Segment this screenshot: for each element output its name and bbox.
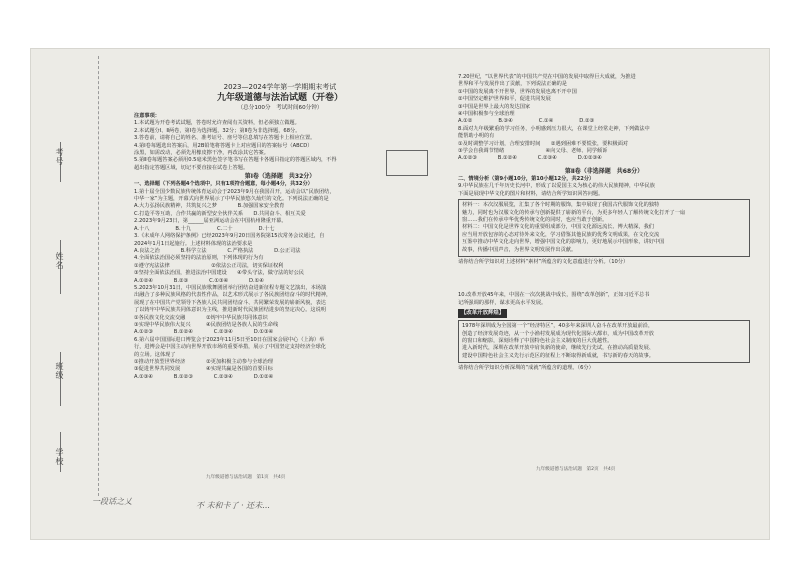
question-line: 了以铸牢中华民族共同体意识为主线，推进新时代民族团结进步的坚定决心。这说明	[134, 307, 326, 314]
material-line: 1978年深圳成为全国第一个“经济特区”，40多年来深圳人奋斗在改革开放最前沿，	[462, 323, 654, 330]
answer-space	[458, 266, 750, 292]
question-line: 下面是展现中华文化的图片和材料，请结合所学知识回答问题。	[458, 190, 604, 197]
question-line: ②中国坚定维护世界和平，促进共同发展	[458, 96, 551, 103]
instruction-line: 超出指定答题区域，切记不要直接在试卷上答题。	[134, 164, 249, 171]
question-line: A.①② B.③④ C.①④ D.②③	[458, 118, 595, 125]
question-line: A.良法之治 B.科学立法 C.严格执法 D.公正司法	[134, 247, 301, 254]
xuexiao-label: 学校	[55, 448, 64, 466]
material-heading: 【改革开放辉煌】	[458, 309, 507, 318]
question-line: A.大力弘扬民族精神，共筑复兴之梦 B.加强国家安全教育	[134, 203, 285, 210]
question-line: ③中国是世界上最大的发达国家	[458, 103, 531, 110]
instruction-line: 涂黑，如需改动，必须先用橡皮擦干净，再改涂其它答案。	[134, 150, 269, 157]
xingming-label: 姓名	[55, 252, 64, 270]
question-line: 9.中华民族在几千年历史长河中，形成了以爱国主义为核心的伟大民族精神，中华民族	[458, 183, 655, 190]
question-line: 记所强调的那样，谋求更高水平发展。	[458, 299, 547, 306]
section1-title: 一、选择题（下列各题4个选项中，只有1项符合题意，每小题4分，共32分）	[134, 181, 313, 188]
instruction-line: 4.第Ⅰ卷每题选出答案后，用2B铅笔将答题卡上对应题目的答案标号（ABCD）	[134, 142, 313, 149]
choice-questions	[134, 189, 426, 382]
question-line: C.打造平等互助，合作共赢的新型安全伙伴关系 D.共同奋斗、相互关爱	[134, 210, 306, 217]
material-line: 魅力，同时也为汉服文化的传承与创新提供了崭新的平台，为更多年轻人了解传统文化打开了一扇	[462, 209, 686, 216]
instruction-line: 注意事项：	[134, 113, 160, 119]
binding-strip	[40, 56, 99, 496]
instruction-line: 2.本试题分Ⅰ、Ⅱ两卷，第Ⅰ卷为选择题，32分；第Ⅱ卷为非选择题，68分。	[134, 127, 301, 134]
question-line: 3.《未成年人网络保护条例》已经2023年9月20日国务院第15次常务会议通过，自	[134, 233, 325, 240]
handwriting-left: 一段话之乂	[92, 497, 132, 506]
question-line: ③学会自我调节情绪 ④向父母、老师、同学倾诉	[458, 148, 608, 155]
banji-label: 班级	[55, 362, 64, 380]
question-line: ③实现中华民族伟大复兴 ④民族团结是各族人民的生命线	[134, 321, 279, 328]
question-line: ①及时调整学习计划，合理安排时间 ②遇到困难不要慌张，要积极面对	[458, 140, 629, 147]
question-line: 8.面对九年级繁重的学习任务，小明感到压力很大，在课堂上经常走神，下列做法中	[458, 125, 650, 132]
question-line: 1.第十届全国少数民族传统体育运动会于2023年9月在我国召开，运动会以“民族团结，	[134, 188, 335, 195]
question-line: 6.第六届中国国际进口博览会于2023年11月5日至10日在国家会展中心（上海）举	[134, 336, 325, 343]
page-right	[458, 74, 750, 464]
question-line: A.十八 B.十九 C.二十 D.十七	[134, 225, 275, 232]
instruction-line: 5.第Ⅱ卷每题答案必须用0.5毫米黑色签字笔书写在答题卡各题目指定的答题区域内，不得	[134, 157, 337, 164]
question-line: 2024年1月1日起施行。上述材料体现的法治要求是	[134, 240, 253, 247]
section2-title: 二、情境分析（第9小题10分，第10小题12分，共22分）	[458, 175, 595, 182]
reform-material-box	[458, 320, 750, 363]
exam-title: 九年级道德与法治试题（开卷）	[216, 93, 343, 103]
footer-left: 九年级道德与法治试题 第1页 共4页	[206, 475, 286, 480]
question-line: A.①②④ B.②③ C.①③④ D.①④	[134, 277, 264, 284]
handwriting-right: 不 未和卡了 · 还未...	[196, 501, 270, 510]
question-line: 能帮助小明的有	[458, 133, 495, 140]
question-line: 2.2023年9月23日，第______届亚洲运动会在中国杭州隆重开幕。	[134, 218, 287, 225]
footer-right: 九年级道德与法治试题 第2页 共4页	[536, 467, 616, 472]
question-line: ①各民族文化交流交融 ②铸牢中华民族共同体意识	[134, 314, 268, 321]
question-line: 世界和平与发展作出了贡献，下列说法正确的是	[458, 81, 567, 88]
question-ask: 请你结合所学知识对上述材料“素材”所蕴含的文化意蕴进行分析。（10分）	[458, 258, 629, 265]
question-line: A.①②③ B.①②④ C.②③④ D.①③④	[134, 329, 274, 336]
kaohao-label: 考号	[55, 148, 64, 166]
question-line: 展现了在中国共产党领导下各族人民共同团结奋斗、共同繁荣发展的崭新风貌，表达	[134, 299, 326, 306]
question-line: 10.改革开放45年来，中国在一次次挑战中成长，围绕“改革创新”，正如习近平总书	[458, 292, 650, 299]
question-ask: 请你结合所学知识分析深圳的“成就”所蕴含的道理。（6分）	[458, 365, 594, 372]
question-line: 中华一家”为主题，开幕式向世界展示了中华民族悠久灿烂的文化。下列说法正确的是	[134, 196, 329, 203]
question-line: 7.20世纪，“以世界代表”的中国共产党在中国的发展中取得巨大成就，为推进	[458, 74, 636, 80]
question-line: ③坚持全面依法治国，推进法治中国建设 ④带头守法，做守法的好公民	[134, 270, 305, 277]
question-line: 4.全面依法治国必须坚持的法治原则，下列体现的行为有	[134, 255, 264, 262]
part2-title: 第Ⅱ卷（非选择题 共68分）	[564, 167, 644, 175]
question-line: 行，进博会是中国主动向世界开放市场的重要举措，展示了中国坚定支持经济全球化	[134, 344, 326, 351]
question-line: 出融合了多种民族风格的代表性作品，以艺术形式展示了各民族团结奋斗的时代精神，	[134, 292, 332, 299]
material-line: 应当用开放包容的心态对待外来文化，学习借鉴其他民族的优秀文明成果，在文化交流	[462, 231, 660, 238]
question-line: A.①②③ B.①②④ C.②③④ D.①②③④	[458, 155, 602, 162]
material-line: 窗……我们在传承中华优秀传统文化的同时，也应当敢于创新。	[462, 216, 608, 223]
score-box	[386, 150, 428, 176]
material-line: 材料二：中国文化是世界文化的重要组成部分，中国文化源远流长、博大精深，我们	[462, 224, 654, 231]
material-line: 的窗口和缩影，深刻诠释了中国特色社会主义制度的巨大优越性。	[462, 337, 613, 344]
page-left	[134, 82, 426, 472]
exam-term: 2023—2024学年第一学期期末考试	[223, 83, 337, 91]
question-line: ④中国积极参与全球治理	[458, 111, 515, 118]
material-line: 互鉴中推动中华文化走向世界，增强中国文化的影响力，更好地展示中国形象，讲好中国	[462, 239, 665, 246]
material-box	[458, 199, 750, 257]
question-line: ①遵守宪法法律 ②依法公正司法，切实保证权利	[134, 262, 284, 269]
material-line: 故事，传播中国声音，为世界文明发展作出贡献。	[462, 246, 577, 253]
question-line: ①推动开放型世界经济 ②更加积极主动参与全球治理	[134, 359, 273, 365]
material-line: 建设中国特色社会主义先行示范区的征程上不断取得新成就，书写新的春天的故事。	[462, 352, 654, 359]
part1-title: 第Ⅰ卷（选择题 共32分）	[244, 173, 316, 181]
question-line: 5.2023年10月31日，中国民族歌舞剧团举行团结奋进新征程专题文艺演出，本场演	[134, 284, 327, 291]
question-line: ①中国的发展离不开世界，世界的发展也离不开中国	[458, 88, 577, 95]
instruction-line: 1.本试题为开卷考试试题，答卷时允许查阅有关资料，但必须独立做题。	[134, 120, 300, 127]
material-line: 材料一：本次汉服展览，汇集了各个时期的服饰，集中展现了我国古代服饰文化的独特	[462, 202, 660, 209]
question-line: 的立场。这体现了	[134, 351, 176, 358]
material-line: 创造了经济发展奇迹，从一个小渔村发展成为现代化国际大都市，成为中国改革开放	[462, 330, 654, 337]
question-line: ③促进世界共同发展 ④实现共赢是各国的首要目标	[134, 366, 273, 373]
question-line: A.①③④ B.①②③ C.②③④ D.①②④	[134, 373, 274, 380]
exam-meta: （总分100分 考试时间60分钟）	[237, 105, 323, 111]
instructions	[134, 113, 426, 172]
material-line: 进入新时代，深圳在改革开放中肩负新的使命，继续先行先试，在推动高质量发展、	[462, 345, 654, 352]
instruction-line: 3.答卷前，请将自己的姓名、准考证号、座号等信息填写在答题卡上相应位置。	[134, 135, 316, 142]
right-choice-questions	[458, 74, 750, 163]
